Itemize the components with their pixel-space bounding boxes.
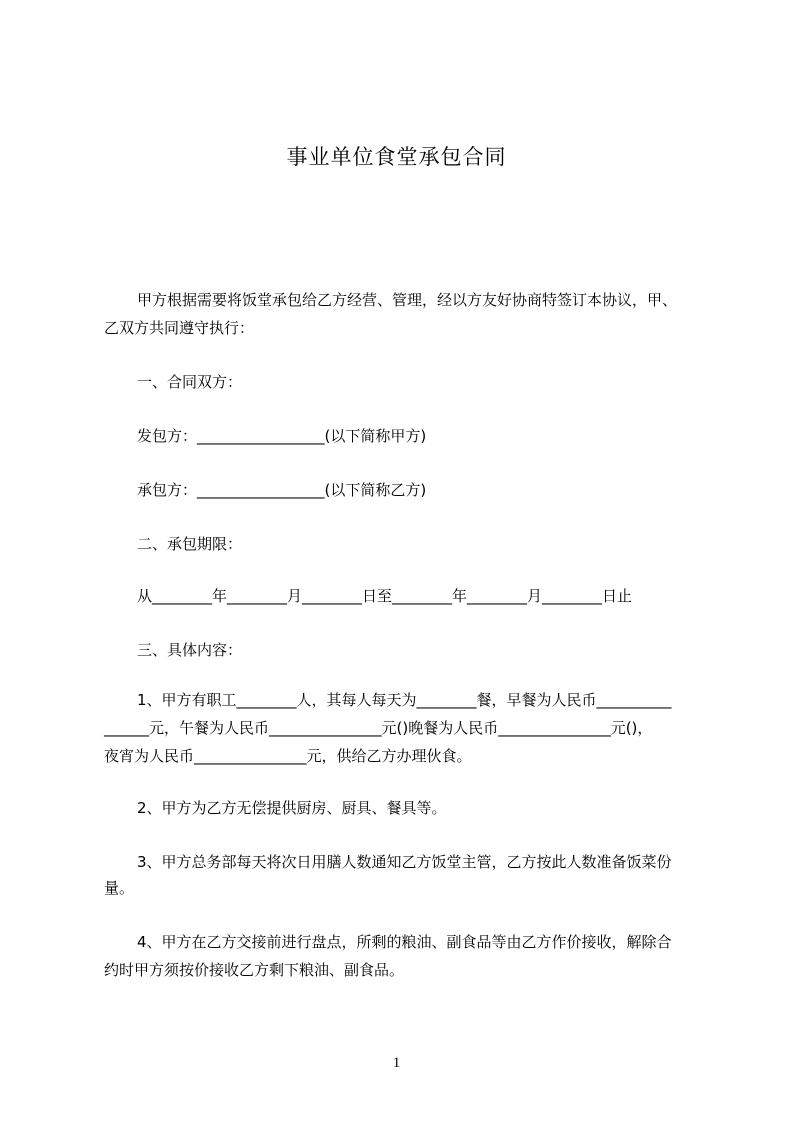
party-a-line: 发包方：_________________(以下简称甲方) — [137, 427, 427, 445]
term-line: 从________年________月________日至________年________月________日止 — [137, 587, 633, 605]
intro-line-1: 甲方根据需要将饭堂承包给乙方经营、管理，经以方友好协商特签订本协议，甲、 — [137, 291, 678, 309]
section-1-heading: 一、合同双方： — [137, 373, 243, 391]
page-number: 1 — [392, 1055, 401, 1071]
intro-line-2: 乙双方共同遵守执行： — [104, 319, 255, 337]
item-4-line-2: 约时甲方须按价接收乙方剩下粮油、副食品。 — [104, 961, 405, 979]
item-3-line-2: 量。 — [104, 879, 135, 897]
section-2-heading: 二、承包期限： — [137, 535, 243, 553]
item-4-line-1: 4、甲方在乙方交接前进行盘点，所剩的粮油、副食品等由乙方作价接收，解除合 — [137, 933, 672, 951]
page-title: 事业单位食堂承包合同 — [286, 145, 507, 169]
section-3-heading: 三、具体内容： — [137, 641, 243, 659]
item-3-line-1: 3、甲方总务部每天将次日用膳人数通知乙方饭堂主管，乙方按此人数准备饭菜份 — [137, 853, 672, 871]
item-1-line-1: 1、甲方有职工________人，其每人每天为________餐，早餐为人民币__________ — [137, 691, 672, 709]
item-1-line-3: 夜宵为人民币_______________元，供给乙方办理伙食。 — [104, 747, 472, 765]
party-b-line: 承包方：_________________(以下简称乙方) — [137, 481, 427, 499]
item-1-line-2: ______元，午餐为人民币_______________元()晚餐为人民币_______________元()， — [104, 719, 653, 737]
item-2-line: 2、甲方为乙方无偿提供厨房、厨具、餐具等。 — [137, 799, 447, 817]
